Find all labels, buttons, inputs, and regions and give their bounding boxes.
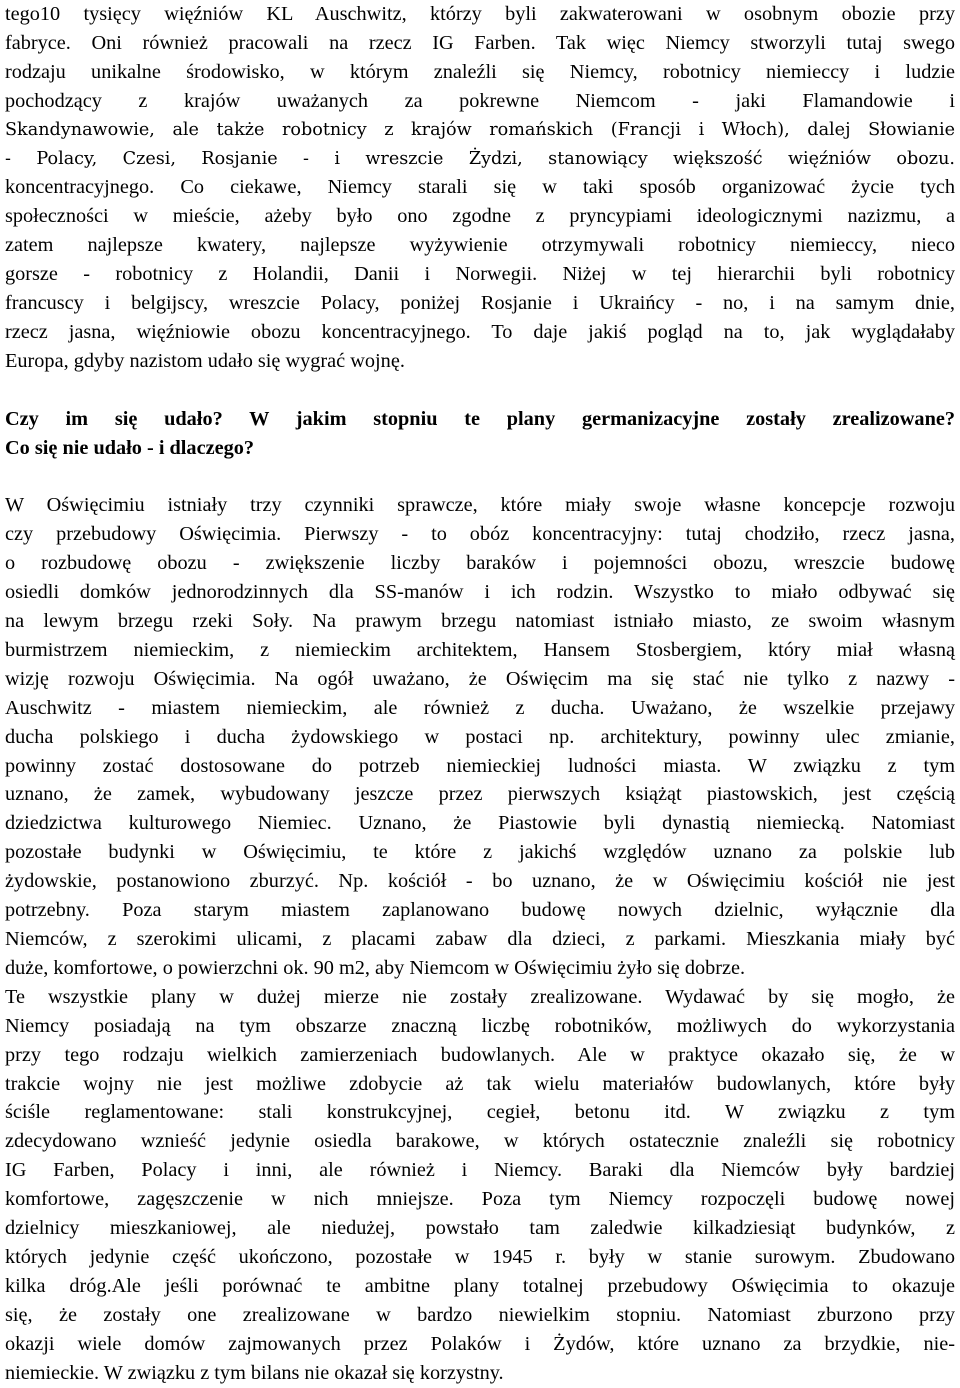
heading-line: Czy im się udało? W jakim stopniu te plany germanizacyjne zostały zrealizowane?	[5, 407, 955, 430]
text-line: - Polacy, Czesi, Rosjanie - i wreszcie Żydzi, stanowiący większość więźniów obozu.	[5, 148, 955, 169]
text-line: okazji wiele domów zajmowanych przez Polaków i Żydów, które uznano za brzydkie, nie-	[5, 1332, 955, 1355]
text-line: duże, komfortowe, o powierzchni ok. 90 m2, aby Niemcom w Oświęcimiu żyło się dobrze.	[5, 956, 746, 979]
text-line: osiedli domków jednorodzinnych dla SS-manów i ich rodzin. Wszystko to miało odbywać się	[5, 581, 955, 604]
text-line: trakcie wojny nie jest możliwe zdobycie aż tak wielu materiałów budowlanych, które były	[5, 1072, 955, 1095]
text-line: tego10 tysięcy więźniów KL Auschwitz, którzy byli zakwaterowani w osobnym obozie przy	[5, 3, 955, 25]
text-line: rzecz jasna, więźniowie obozu koncentracyjnego. To daje jakiś pogląd na to, jak wyglądałaby	[5, 320, 955, 343]
text-line: kilka dróg.Ale jeśli porównać te ambitne plany totalnej przebudowy Oświęcimia to okazuje	[5, 1274, 955, 1297]
heading-line: Co się nie udało - i dlaczego?	[5, 436, 254, 459]
text-line: komfortowe, zagęszczenie w nich mniejsze. Poza tym Niemcy rozpoczęli budowę nowej	[5, 1188, 955, 1211]
section-question-heading	[5, 405, 955, 463]
text-line: Skandynawowie, ale także robotnicy z krajów romańskich (Francji i Włoch), dalej Słowianie	[5, 119, 955, 140]
text-line: gorsze - robotnicy z Holandii, Danii i Norwegii. Niżej w tej hierarchii byli robotnicy	[5, 263, 955, 286]
text-line: francuscy i belgijscy, wreszcie Polacy, poniżej Rosjanie i Ukraińcy - no, i na samym dnie,	[5, 292, 955, 315]
text-line: IG Farben, Polacy i inni, ale również i Niemcy. Baraki dla Niemców były bardziej	[5, 1159, 955, 1182]
text-line: zatem najlepsze kwatery, najlepsze wyżywienie otrzymywali robotnicy niemieccy, nieco	[5, 234, 955, 257]
text-line: wizję rozwoju Oświęcimia. Na ogół uważano, że Oświęcim ma się stać nie tylko z nazwy -	[5, 667, 955, 690]
text-line: zdecydowano wznieść jedynie osiedla barakowe, w których ostatecznie znaleźli się robotnicy	[5, 1130, 955, 1153]
text-line: Auschwitz - miastem niemieckim, ale również z ducha. Uważano, że wszelkie przejawy	[5, 696, 955, 719]
text-line: Niemcy posiadają na tym obszarze znaczną liczbę robotników, możliwych do wykorzystania	[5, 1014, 955, 1037]
text-line: ściśle reglamentowane: stali konstrukcyjnej, cegieł, betonu itd. W związku z tym	[5, 1101, 955, 1124]
text-line: pozostałe budynki w Oświęcimiu, te które z jakichś względów uznano za polskie lub	[5, 841, 955, 864]
text-line: fabryce. Oni również pracowali na rzecz IG Farben. Tak więc Niemcy stworzyli tutaj swego	[5, 31, 955, 54]
text-line: uznano, że zamek, wybudowany jeszcze przez pierwszych książąt piastowskich, jest częścią	[5, 783, 955, 806]
text-line: których jedynie część ukończono, pozostałe w 1945 r. były w stanie surowym. Zbudowano	[5, 1245, 955, 1268]
text-line: dzielnicy mieszkaniowej, ale niedużej, powstało tam zaledwie kilkadziesiąt budynków, z	[5, 1217, 955, 1240]
text-line: Te wszystkie plany w dużej mierze nie zostały zrealizowane. Wydawać by się mogło, że	[5, 985, 955, 1008]
paragraph-igfarben-workers	[5, 0, 955, 376]
text-line: burmistrzem niemieckim, z niemieckim architektem, Hansem Stosbergiem, który miał własną	[5, 638, 955, 661]
text-line: pochodzący z krajów uważanych za pokrewne Niemcom - jaki Flamandowie i	[5, 89, 955, 112]
text-line: żydowskie, postanowiono zburzyć. Np. kościół - bo uznano, że w Oświęcimiu kościół nie jest	[5, 870, 955, 893]
text-line: potrzebny. Poza starym miastem zaplanowano budowę nowych dzielnic, wyłącznie dla	[5, 899, 955, 922]
text-line: o rozbudowę obozu - zwiększenie liczby baraków i pojemności obozu, wreszcie budowę	[5, 552, 955, 575]
text-line: koncentracyjnego. Co ciekawe, Niemcy starali się w taki sposób organizować życie tych	[5, 176, 955, 199]
text-line: W Oświęcimiu istniały trzy czynniki sprawcze, które miały swoje własne koncepcje rozwoju	[5, 494, 955, 517]
paragraph-gap	[5, 376, 955, 405]
text-line: na lewym brzegu rzeki Soły. Na prawym brzegu natomiast istniało miasto, ze swoim własnym	[5, 610, 955, 632]
text-line: niemieckie. W związku z tym bilans nie okazał się korzystny.	[5, 1361, 504, 1384]
text-line: powinny zostać dostosowane do potrzeb niemieckiej ludności miasta. W związku z tym	[5, 754, 955, 777]
text-line: się, że zostały one zrealizowane w bardzo niewielkim stopniu. Natomiast zburzono przy	[5, 1303, 955, 1326]
text-line: czy przebudowy Oświęcimia. Pierwszy - to obóz koncentracyjny: tutaj chodziło, rzecz jasna,	[5, 523, 955, 546]
text-line: ducha polskiego i ducha żydowskiego w postaci np. architektury, powinny ulec zmianie,	[5, 725, 955, 748]
text-line: dziedzictwa kulturowego Niemiec. Uznano, że Piastowie byli dynastią niemiecką. Natomiast	[5, 812, 955, 835]
text-line: rodzaju unikalne środowisko, w którym znaleźli się Niemcy, robotnicy niemieccy i ludzie	[5, 60, 955, 83]
text-line: społeczności w mieście, ażeby było ono zgodne z pryncypiami ideologicznymi nazizmu, a	[5, 205, 955, 228]
text-line: Europa, gdyby nazistom udało się wygrać wojnę.	[5, 349, 405, 372]
text-line: przy tego rodzaju wielkich zamierzeniach budowlanych. Ale w praktyce okazało się, że w	[5, 1043, 955, 1066]
paragraph-three-factors	[5, 491, 955, 982]
paragraph-gap	[5, 462, 955, 491]
paragraph-plans-not-realized	[5, 983, 955, 1388]
text-line: Niemców, z szerokimi ulicami, z placami zabaw dla dzieci, z parkami. Mieszkania miały być	[5, 927, 955, 950]
